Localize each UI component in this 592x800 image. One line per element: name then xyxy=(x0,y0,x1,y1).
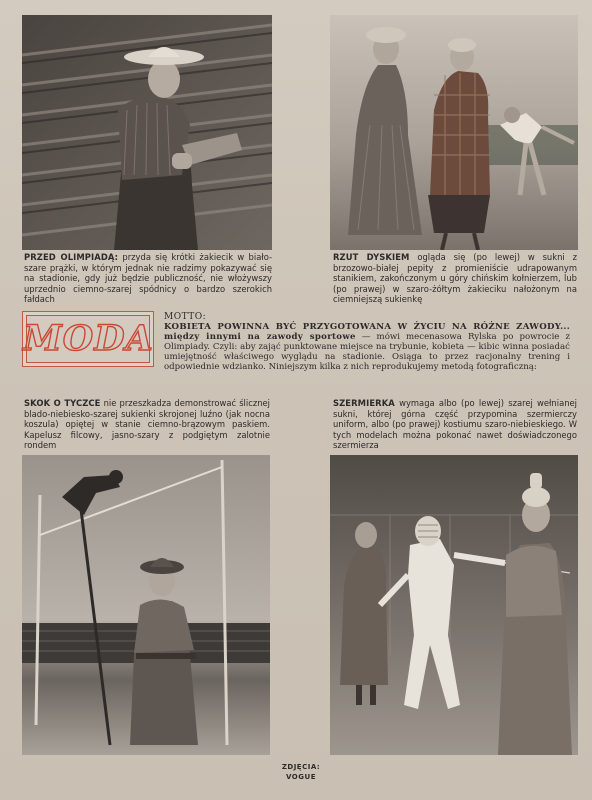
motto-block xyxy=(164,312,570,373)
caption-text: wymaga albo (po lewej) szarej wełnianej sukni, której górna część przypomina szermierczy uniform, albo (po prawej) kostiumu szaro-niebieskiego. W tych modelach można pokonać nawet doświadczonego szermierza xyxy=(333,398,577,451)
caption-text: ogląda się (po lewej) w sukni z brzozowo-białej pepity z promieniście udrapowanym stanikiem, zakończonym u góry chińskim kołnierzem, lub (po prawej) w szaro-żółtym żakieciku nałożonym na ciemniejszą sukienkę xyxy=(333,252,577,305)
caption-before-olympics xyxy=(24,252,272,305)
motto-headline: KOBIETA POWINNA BYĆ PRZYGOTOWANA W ŻYCIU NA RÓŻNE ZAWODY... między innymi na zawody sportowe xyxy=(164,322,570,343)
photo-fencing xyxy=(330,455,578,755)
motto-label: MOTTO: xyxy=(164,312,207,322)
caption-text: nie przeszkadza demonstrować ślicznej blado-niebiesko-szarej sukienki skrojonej luźno (jak nocna koszula) opiętej w stanie ciemno-brązowym paskiem. Kapelusz filcowy, jasno-szary z podgiętym zalotnie rondem xyxy=(24,398,270,451)
moda-logo xyxy=(22,311,154,367)
photo-pole-vault xyxy=(22,455,270,755)
caption-fencing xyxy=(333,398,577,451)
caption-lead: SKOK O TYCZCE xyxy=(24,398,101,408)
caption-lead: PRZED OLIMPIADĄ: xyxy=(24,252,119,262)
caption-discus-throw xyxy=(333,252,577,305)
photo-credit-source: VOGUE xyxy=(286,773,316,781)
caption-lead: SZERMIERKA xyxy=(333,398,395,408)
photo-credit xyxy=(275,762,327,782)
moda-logo-text: MODA xyxy=(23,318,154,359)
photo-credit-label: ZDJĘCIA: xyxy=(281,763,321,771)
motto-body: — mówi mecenasowa Rylska po powrocie z Olimpiady. Czyli: aby zająć punktowane miejsce na trybunie, kobieta — kibic winna posiadać umiejętność właściwego wyglądu na stadionie. Osiąga to przez racjonalny trening i odpowiednie wdzianko. Niniejszym kilka z nich reprodukujemy metodą fotograficzną: xyxy=(164,332,570,373)
caption-text: przyda się krótki żakiecik w biało-szare prążki, w którym jednak nie radzimy pokazywać się na stadionie, gdy już będzie publiczność, nie włożywszy uprzednio ciemno-szarej spódnicy o bardzo szerokich fałdach xyxy=(24,252,273,305)
caption-pole-vault xyxy=(24,398,270,451)
caption-lead: RZUT DYSKIEM xyxy=(333,252,410,262)
photo-discus-throw xyxy=(330,15,578,250)
photo-before-olympics xyxy=(22,15,272,250)
